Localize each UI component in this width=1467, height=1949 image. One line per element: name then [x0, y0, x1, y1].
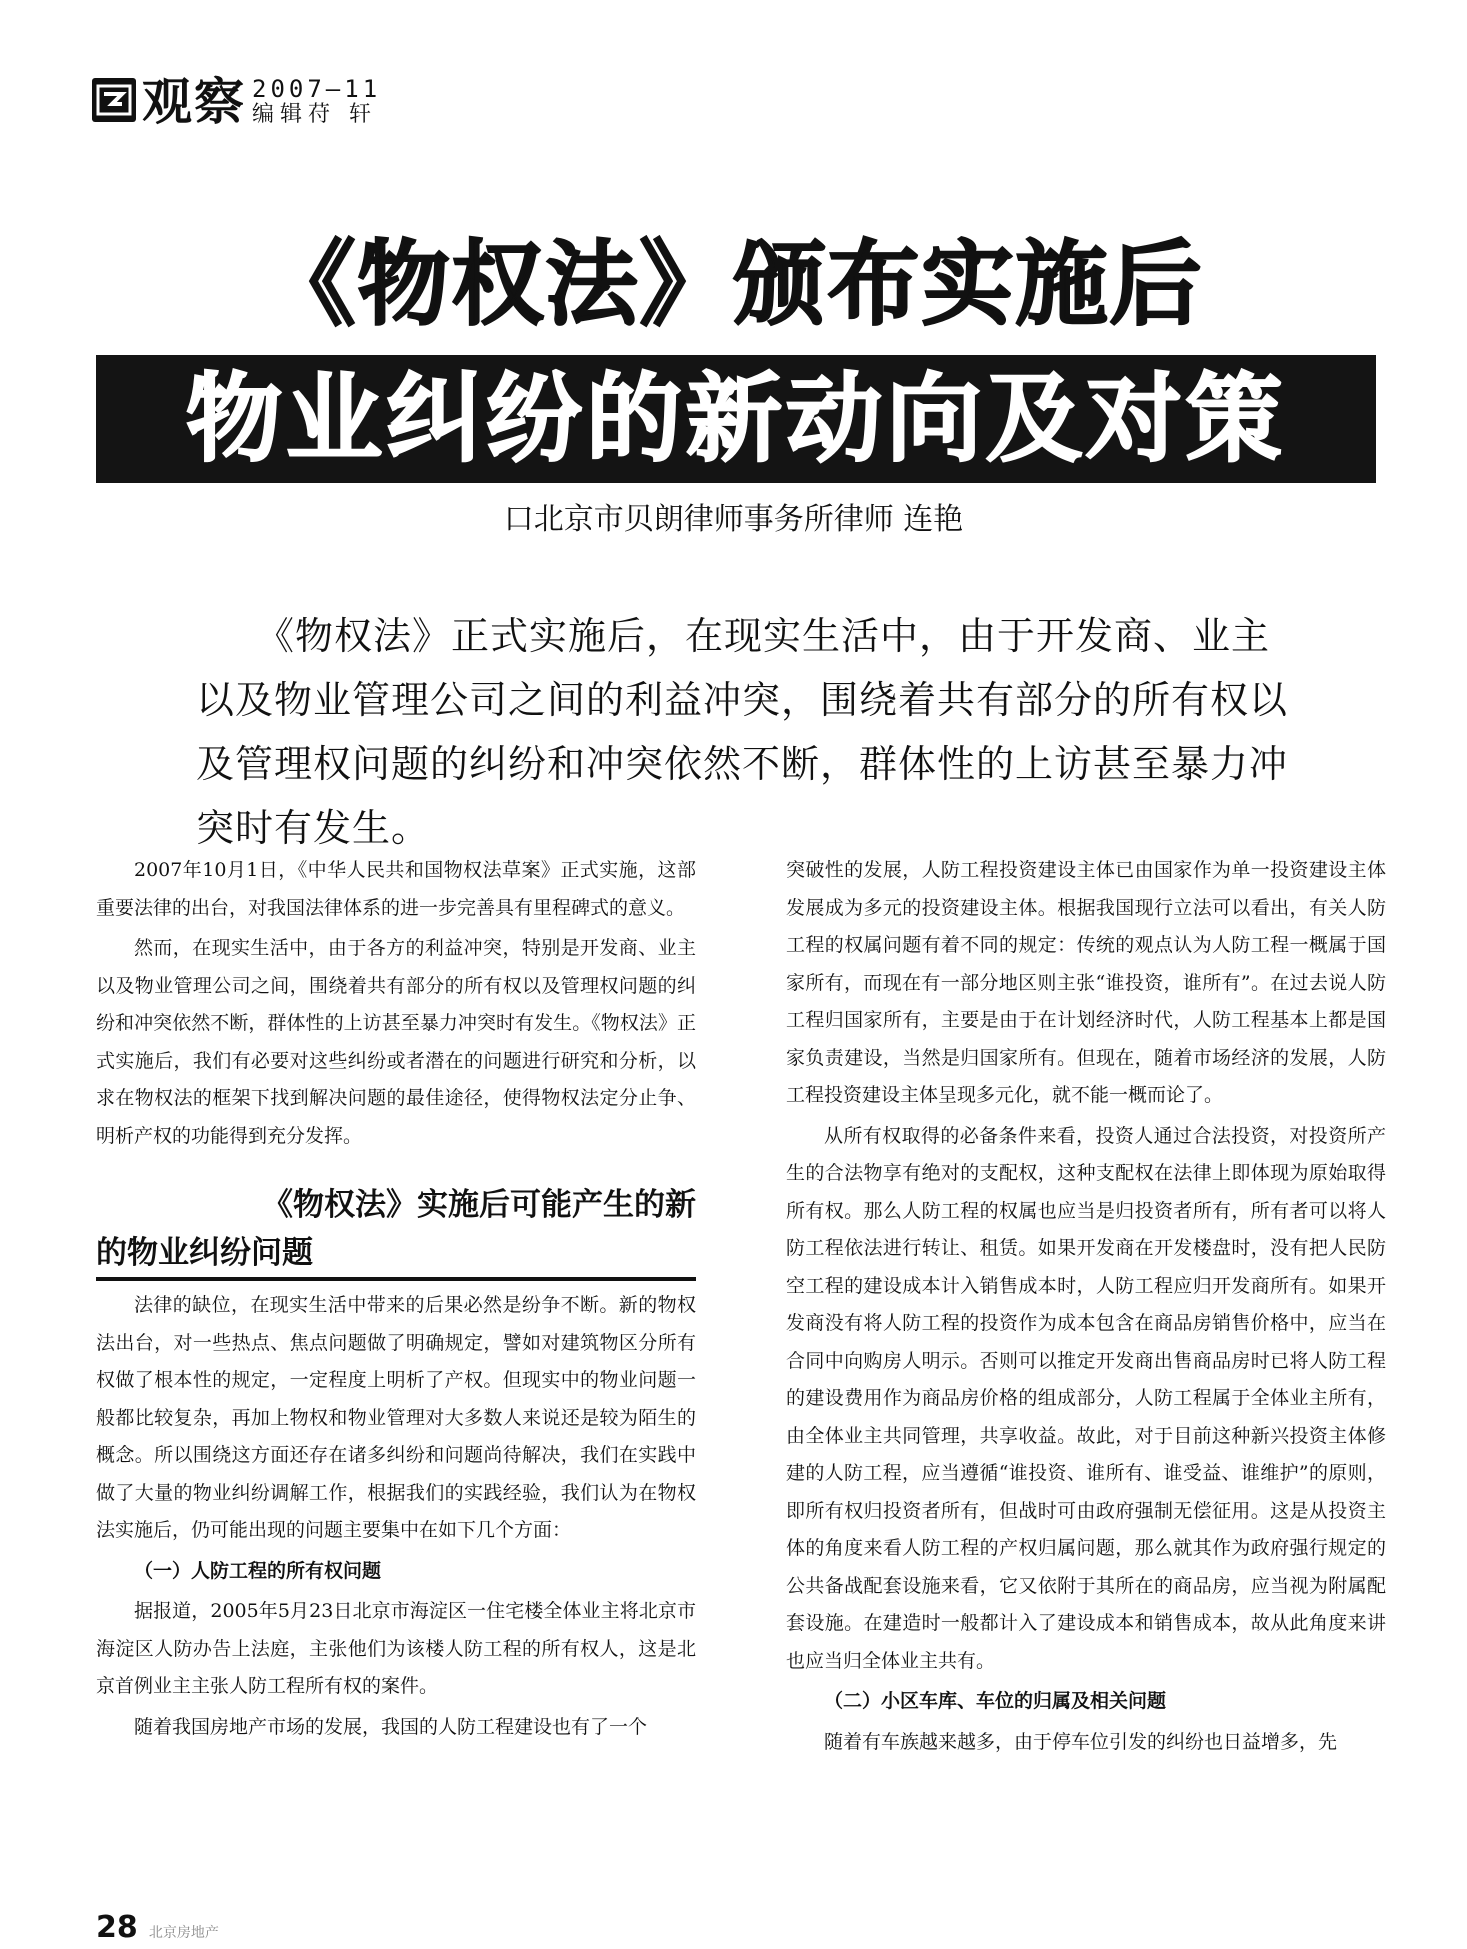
paragraph: 据报道，2005年5月23日北京市海淀区一住宅楼全体业主将北京市海淀区人防办告上法庭，主张他们为该楼人防工程的所有权人，这是北京首例业主主张人防工程所有权的案件。: [96, 1600, 696, 1697]
article-title-line-1: 《物权法》颁布实施后: [263, 231, 1204, 338]
paragraph: 从所有权取得的必备条件来看，投资人通过合法投资，对投资所产生的合法物享有绝对的支配权，这种支配权在法律上即体现为原始取得所有权。那么人防工程的权属也应当是归投资者所有，所有者可以将人防工程依法进行转让、租赁。如果开发商在开发楼盘时，没有把人民防空工程的建设成本计入销售成本时，人防工程应归开发商所有。如果开发商没有将人防工程的投资作为成本包含在商品房销售价格中，应当在合同中向购房人明示。否则可以推定开发商出售商品房时已将人防工程的建设费用作为商品房价格的组成部分，人防工程属于全体业主所有，由全体业主共同管理，共享收益。故此，对于目前这种新兴投资主体修建的人防工程，应当遵循“谁投资、谁所有、谁受益、谁维护”的原则，即所有权归投资者所有，但战时可由政府强制无偿征用。这是从投资主体的角度来看人防工程的产权归属问题，那么就其作为政府强行规定的公共备战配套设施来看，它又依附于其所在的商品房，应当视为附属配套设施。在建造时一般都计入了建设成本和销售成本，故从此角度来讲也应当归全体业主共有。: [786, 1124, 1386, 1672]
paragraph: 然而，在现实生活中，由于各方的利益冲突，特别是开发商、业主以及物业管理公司之间，围绕着共有部分的所有权以及管理权问题的纠纷和冲突依然不断，群体性的上访甚至暴力冲突时有发生。《物权法》正式实施后，我们有必要对这些纠纷或者潜在的问题进行研究和分析，以求在物权法的框架下找到解决问题的最佳途径，使得物权法定分止争、明析产权的功能得到充分发挥。: [96, 937, 696, 1147]
lead-text: 《物权法》正式实施后，在现实生活中，由于开发商、业主以及物业管理公司之间的利益冲突，围绕着共有部分的所有权以及管理权问题的纠纷和冲突依然不断，群体性的上访甚至暴力冲突时有发生。: [196, 614, 1289, 850]
subheading: （一）人防工程的所有权问题: [134, 1559, 382, 1582]
page-footer: [96, 1910, 219, 1946]
paragraph: 随着有车族越来越多，由于停车位引发的纠纷也日益增多，先: [824, 1730, 1338, 1753]
paragraph: 法律的缺位，在现实生活中带来的后果必然是纷争不断。新的物权法出台，对一些热点、焦点问题做了明确规定，譬如对建筑物区分所有权做了根本性的规定，一定程度上明析了产权。但现实中的物业问题一般都比较复杂，再加上物权和物业管理对大多数人来说还是较为陌生的概念。所以围绕这方面还存在诸多纠纷和问题尚待解决，我们在实践中做了大量的物业纠纷调解工作，根据我们的实践经验，我们认为在物权法实施后，仍可能出现的问题主要集中在如下几个方面：: [96, 1294, 696, 1541]
section-name: 观察: [142, 73, 246, 131]
paragraph: 突破性的发展，人防工程投资建设主体已由国家作为单一投资建设主体发展成为多元的投资建设主体。根据我国现行立法可以看出，有关人防工程的权属问题有着不同的规定：传统的观点认为人防工程一概属于国家所有，而现在有一部分地区则主张“谁投资，谁所有”。在过去说人防工程归国家所有，主要是由于在计划经济时代，人防工程基本上都是国家负责建设，当然是归国家所有。但现在，随着市场经济的发展，人防工程投资建设主体呈现多元化，就不能一概而论了。: [786, 859, 1386, 1106]
author-byline: 口北京市贝朗律师事务所律师 连艳: [503, 502, 964, 537]
paragraph: 2007年10月1日，《中华人民共和国物权法草案》正式实施，这部重要法律的出台，对我国法律体系的进一步完善具有里程碑式的意义。: [96, 859, 696, 919]
issue-date: 2007—11: [252, 75, 382, 103]
left-column: [96, 852, 696, 1749]
article-title-line-2: 物业纠纷的新动向及对策: [186, 363, 1286, 475]
paragraph: 随着我国房地产市场的发展，我国的人防工程建设也有了一个: [134, 1715, 648, 1738]
section-heading-line-2: 的物业纠纷问题: [96, 1229, 696, 1281]
editor-credit: 编辑苻 轩: [252, 102, 377, 127]
section-heading: [96, 1181, 696, 1281]
lead-paragraph: [196, 604, 1296, 860]
right-column: [786, 852, 1386, 1764]
page-number: 28: [96, 1910, 138, 1945]
section-logo-icon: [92, 78, 136, 122]
article-title-band: [96, 355, 1376, 483]
subheading: （二）小区车库、车位的归属及相关问题: [824, 1690, 1167, 1712]
magazine-name: 北京房地产: [148, 1925, 219, 1941]
section-heading-line-1: 《物权法》实施后可能产生的新: [262, 1187, 696, 1223]
